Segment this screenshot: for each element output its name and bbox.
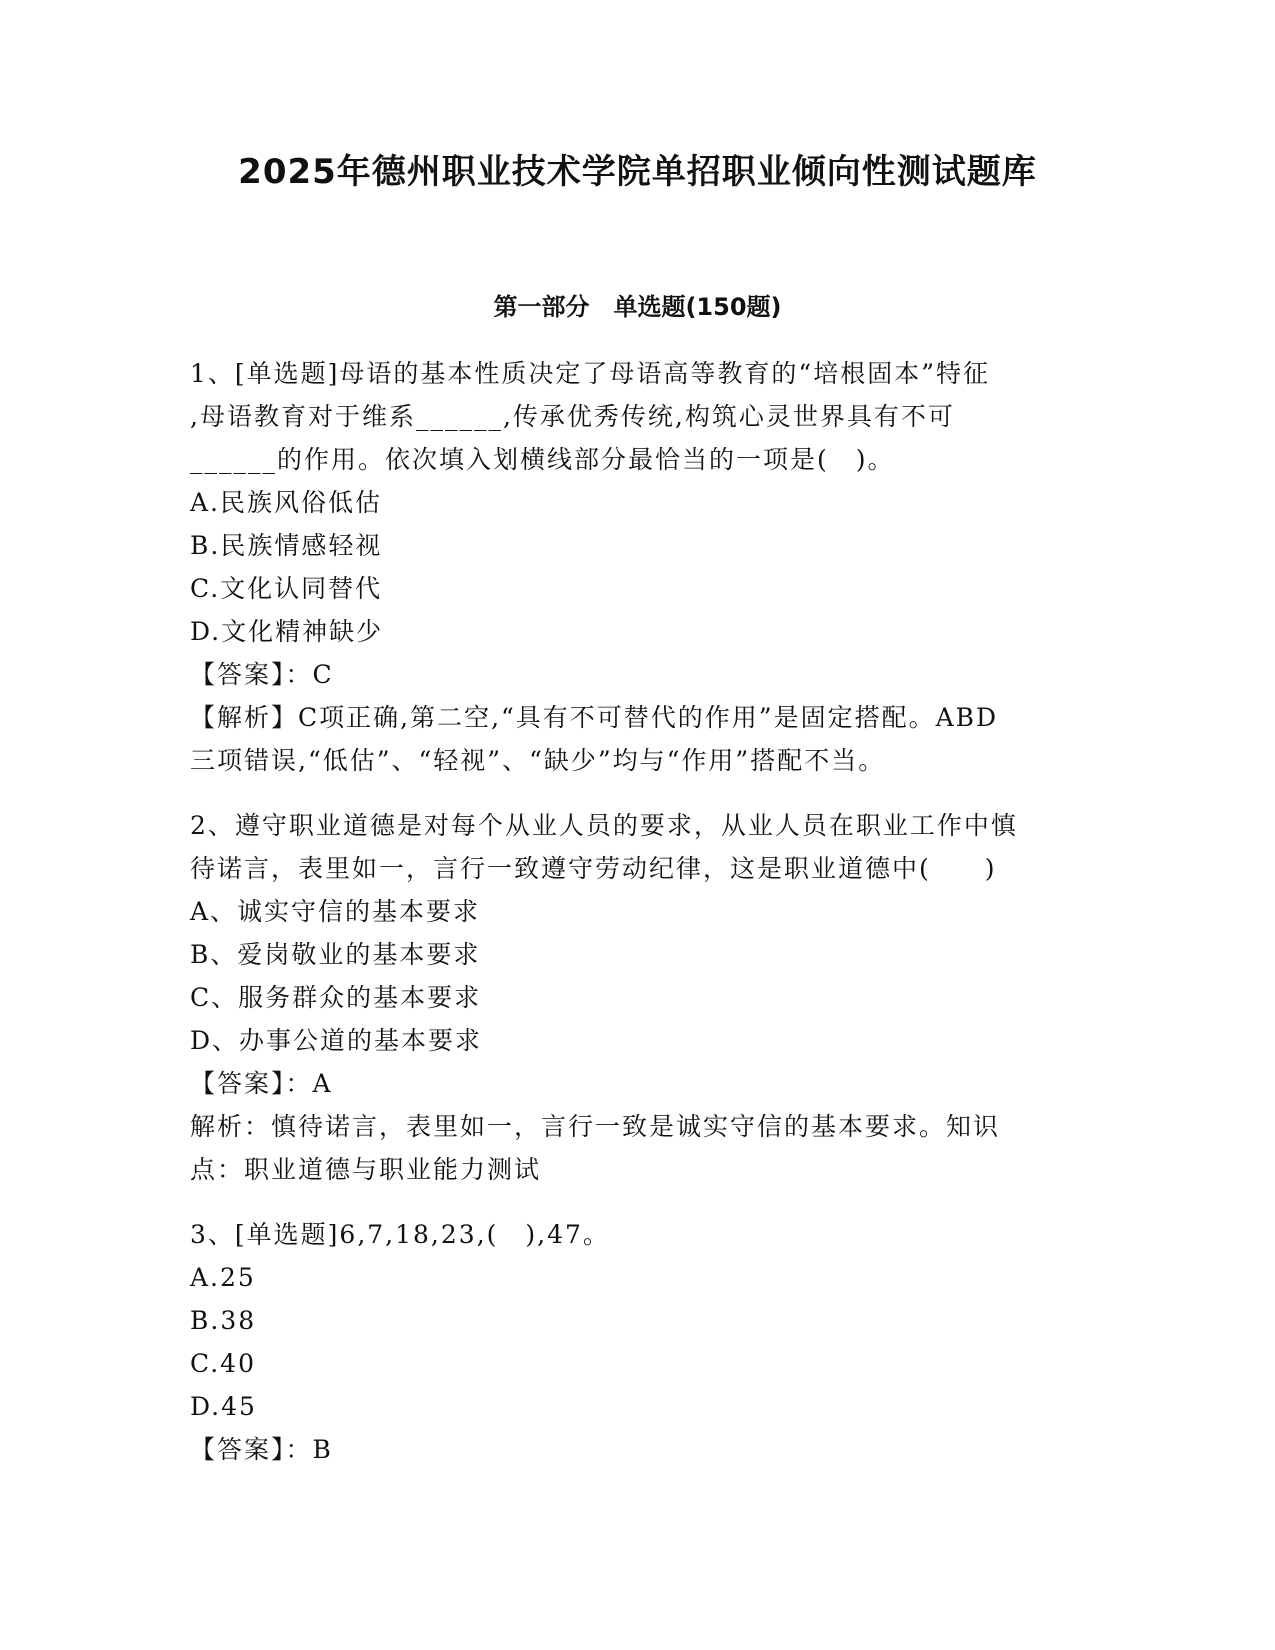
question-stem-line: 2、遵守职业道德是对每个从业人员的要求，从业人员在职业工作中慎 xyxy=(190,811,1018,840)
question-3 xyxy=(190,1213,1090,1471)
option-c: C.文化认同替代 xyxy=(190,574,383,603)
option-b: B、爱岗敬业的基本要求 xyxy=(190,940,481,969)
option-a: A.25 xyxy=(190,1263,256,1292)
question-list xyxy=(190,352,1090,1471)
answer-line: 【答案】：A xyxy=(190,1069,333,1098)
option-a: A、诚实守信的基本要求 xyxy=(190,897,481,926)
question-stem-line: 待诺言，表里如一，言行一致遵守劳动纪律，这是职业道德中( ) xyxy=(190,854,997,883)
option-d: D.文化精神缺少 xyxy=(190,617,384,646)
question-2 xyxy=(190,804,1090,1191)
analysis-line: 三项错误,“低估”、“轻视”、“缺少”均与“作用”搭配不当。 xyxy=(190,746,886,775)
option-d: D.45 xyxy=(190,1392,257,1421)
question-1 xyxy=(190,352,1090,782)
answer-line: 【答案】：C xyxy=(190,660,334,689)
option-b: B.38 xyxy=(190,1306,257,1335)
question-stem-line: ______的作用。依次填入划横线部分最恰当的一项是( )。 xyxy=(190,445,895,474)
analysis-line: 解析：慎待诺言，表里如一，言行一致是诚实守信的基本要求。知识 xyxy=(190,1112,1001,1141)
answer-line: 【答案】：B xyxy=(190,1435,333,1464)
question-stem-line: ,母语教育对于维系______,传承优秀传统,构筑心灵世界具有不可 xyxy=(190,402,955,431)
option-b: B.民族情感轻视 xyxy=(190,531,383,560)
analysis-line: 点：职业道德与职业能力测试 xyxy=(190,1155,542,1184)
option-c: C.40 xyxy=(190,1349,256,1378)
section-title: 第一部分 单选题(150题) xyxy=(493,293,782,321)
document-title: 2025年德州职业技术学院单招职业倾向性测试题库 xyxy=(238,152,1037,192)
option-a: A.民族风俗低估 xyxy=(190,488,383,517)
question-stem-line: 3、[单选题]6,7,18,23,( ),47。 xyxy=(190,1220,610,1249)
analysis-line: 【解析】C项正确,第二空,“具有不可替代的作用”是固定搭配。ABD xyxy=(190,703,999,732)
option-d: D、办事公道的基本要求 xyxy=(190,1026,483,1055)
question-stem-line: 1、[单选题]母语的基本性质决定了母语高等教育的“培根固本”特征 xyxy=(190,359,990,388)
option-c: C、服务群众的基本要求 xyxy=(190,983,482,1012)
